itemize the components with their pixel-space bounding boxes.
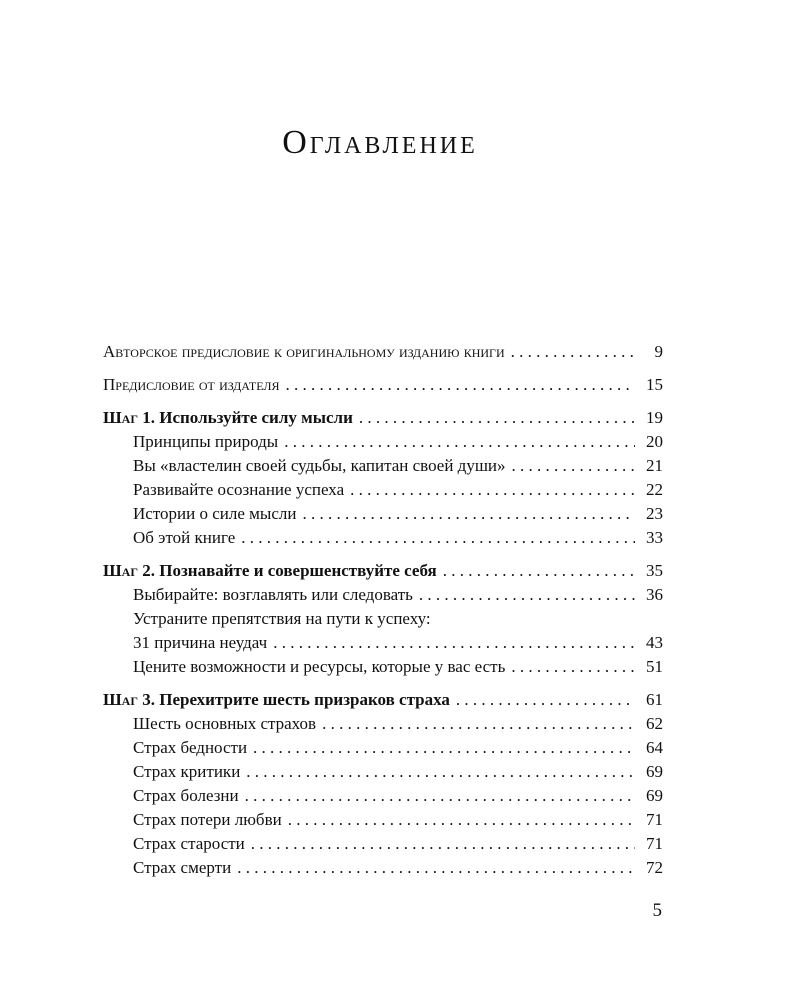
toc-entry-page: 71 [646,834,663,853]
dot-leader [284,430,635,454]
dot-leader [246,760,635,784]
page-number: 5 [652,900,662,921]
toc-sub-entry [103,856,663,880]
toc-sub-entry [103,502,663,526]
toc-entry-page: 35 [646,561,663,580]
dot-leader [511,655,635,679]
toc-entry-label: Страх бедности [133,738,248,757]
dot-leader [359,406,635,430]
toc-sub-entry [103,712,663,736]
toc-entry-label: Шесть основных страхов [133,714,317,733]
toc-entry-page: 19 [646,408,663,427]
toc-entry-page: 62 [646,714,663,733]
toc-entry-page: 61 [646,690,663,709]
dot-leader [456,688,635,712]
page-title: Оглавление [282,124,478,161]
table-of-contents [103,340,663,880]
toc-sub-entry [103,430,663,454]
dot-leader [273,631,635,655]
toc-entry-page: 43 [646,633,663,652]
chapter-number: Шаг 1. [103,408,155,427]
toc-entry-label: Выбирайте: возглавлять или следовать [133,585,413,604]
toc-entry-page: 72 [646,858,663,877]
dot-leader [251,832,635,856]
chapter-title: Познавайте и совершенствуйте себя [159,561,437,580]
toc-entry-label-line2: 31 причина неудач [133,633,268,652]
dot-leader [288,808,635,832]
toc-entry-label: Цените возможности и ресурсы, которые у вас есть [133,657,506,676]
toc-entry-label: Об этой книге [133,528,236,547]
toc-entry-label: Развивайте осознание успеха [133,480,345,499]
toc-sub-entry [103,655,663,679]
toc-entry-page: 9 [654,342,663,361]
toc-entry-page: 64 [646,738,663,757]
toc-sub-entry [103,583,663,607]
dot-leader [237,856,635,880]
toc-sub-entry [103,760,663,784]
toc-sub-entry [103,832,663,856]
toc-entry-label: Страх смерти [133,858,232,877]
toc-chapter-label [103,688,450,712]
toc-chapter-entry [103,688,663,712]
dot-leader [443,559,635,583]
toc-entry-page: 69 [646,762,663,781]
toc-entry-page: 20 [646,432,663,451]
toc-entry-page: 36 [646,585,663,604]
toc-entry-label: Предисловие от издателя [103,375,280,394]
dot-leader [253,736,635,760]
toc-entry-label: Вы «властелин своей судьбы, капитан своей души» [133,456,506,475]
dot-leader [512,454,635,478]
toc-entry [103,340,663,364]
toc-entry-page: 71 [646,810,663,829]
toc-chapter-entry [103,406,663,430]
chapter-title: Используйте силу мысли [159,408,353,427]
toc-entry-page: 21 [646,456,663,475]
dot-leader [286,373,635,397]
toc-entry-label: Страх потери любви [133,810,282,829]
toc-entry [103,373,663,397]
toc-entry-page: 51 [646,657,663,676]
toc-sub-entry [103,631,663,655]
toc-entry-page: 22 [646,480,663,499]
toc-entry-label: Принципы природы [133,432,279,451]
toc-entry-label: Страх критики [133,762,241,781]
dot-leader [245,784,635,808]
toc-entry-page: 23 [646,504,663,523]
toc-entry-label: Авторское предисловие к оригинальному изданию книги [103,342,505,361]
toc-sub-entry [103,784,663,808]
toc-chapter-label [103,559,437,583]
toc-sub-entry [103,736,663,760]
dot-leader [241,526,635,550]
toc-entry-label: Страх старости [133,834,245,853]
toc-entry-page: 33 [646,528,663,547]
toc-entry-page: 69 [646,786,663,805]
toc-sub-entry [103,478,663,502]
dot-leader [511,340,635,364]
toc-entry-label-line1: Устраните препятствия на пути к успеху: [133,609,431,628]
chapter-number: Шаг 2. [103,561,155,580]
toc-entry-label: Страх болезни [133,786,239,805]
toc-sub-entry [103,808,663,832]
toc-chapter-entry [103,559,663,583]
dot-leader [322,712,635,736]
chapter-title: Перехитрите шесть призраков страха [159,690,450,709]
toc-sub-entry [103,454,663,478]
chapter-number: Шаг 3. [103,690,155,709]
toc-chapter-label [103,406,353,430]
toc-entry-page: 15 [646,375,663,394]
dot-leader [350,478,635,502]
toc-sub-entry [103,526,663,550]
dot-leader [419,583,635,607]
toc-entry-label: Истории о силе мысли [133,504,297,523]
dot-leader [302,502,635,526]
